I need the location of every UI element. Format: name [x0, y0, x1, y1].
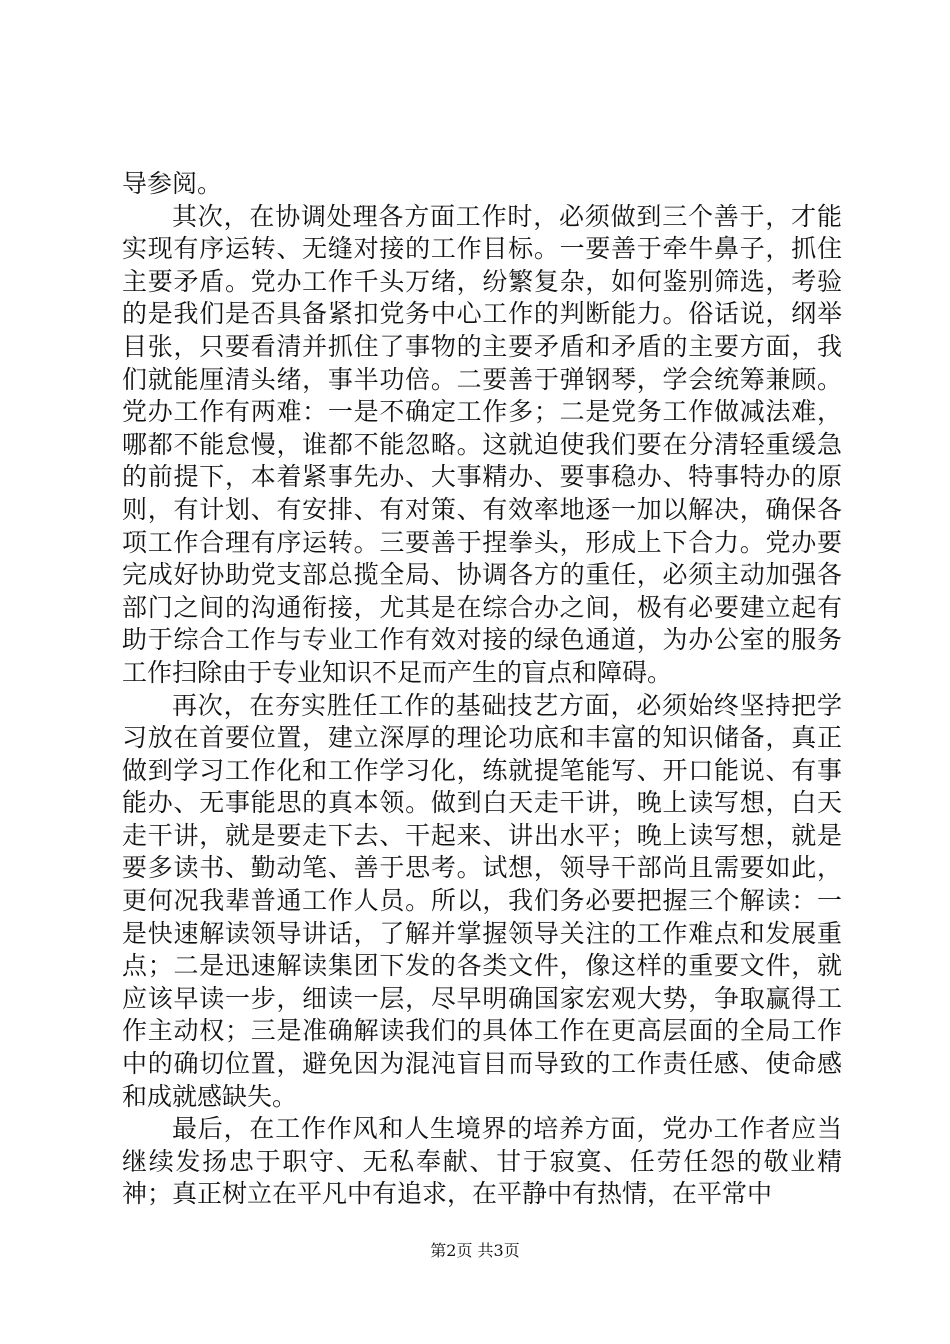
page-footer: 第2页 共3页: [430, 1241, 520, 1260]
paragraph-learning: 再次，在夯实胜任工作的基础技艺方面，必须始终坚持把学习放在首要位置，建立深厚的理论功底和丰富的知识储备，真正做到学习工作化和工作学习化，练就提笔能写、开口能说、有事能办、无事能思的真本领。做到白天走干讲，晚上读写想，白天走干讲，就是要走下去、干起来、讲出水平；晚上读写想，就是要多读书、勤动笔、善于思考。试想，领导干部尚且需要如此，更何况我辈普通工作人员。所以，我们务必要把握三个解读：一是快速解读领导讲话，了解并掌握领导关注的工作难点和发展重点；二是迅速解读集团下发的各类文件，像这样的重要文件，就应该早读一步，细读一层，尽早明确国家宏观大势，争取赢得工作主动权；三是准确解读我们的具体工作在更高层面的全局工作中的确切位置，避免因为混沌盲目而导致的工作责任感、使命感和成就感缺失。: [122, 690, 842, 1111]
paragraph-work-style: 最后，在工作作风和人生境界的培养方面，党办工作者应当继续发扬忠于职守、无私奉献、甘于寂寞、任劳任怨的敬业精神；真正树立在平凡中有追求，在平静中有热情，在平常中: [122, 1114, 842, 1209]
body-text: [122, 168, 842, 1211]
paragraph-continuation: 导参阅。: [122, 169, 223, 198]
paragraph-coordination: 其次，在协调处理各方面工作时，必须做到三个善于，才能实现有序运转、无缝对接的工作目标。一要善于牵牛鼻子，抓住主要矛盾。党办工作千头万绪，纷繁复杂，如何鉴别筛选，考验的是我们是否具备紧扣党务中心工作的判断能力。俗话说，纲举目张，只要看清并抓住了事物的主要矛盾和矛盾的主要方面，我们就能厘清头绪，事半功倍。二要善于弹钢琴，学会统筹兼顾。党办工作有两难：一是不确定工作多；二是党务工作做减法难，哪都不能怠慢，谁都不能忽略。这就迫使我们要在分清轻重缓急的前提下，本着紧事先办、大事精办、要事稳办、特事特办的原则，有计划、有安排、有对策、有效率地逐一加以解决，确保各项工作合理有序运转。三要善于捏拳头，形成上下合力。党办要完成好协助党支部总揽全局、协调各方的重任，必须主动加强各部门之间的沟通衔接，尤其是在综合办之间，极有必要建立起有助于综合工作与专业工作有效对接的绿色通道，为办公室的服务工作扫除由于专业知识不足而产生的盲点和障碍。: [122, 201, 842, 687]
